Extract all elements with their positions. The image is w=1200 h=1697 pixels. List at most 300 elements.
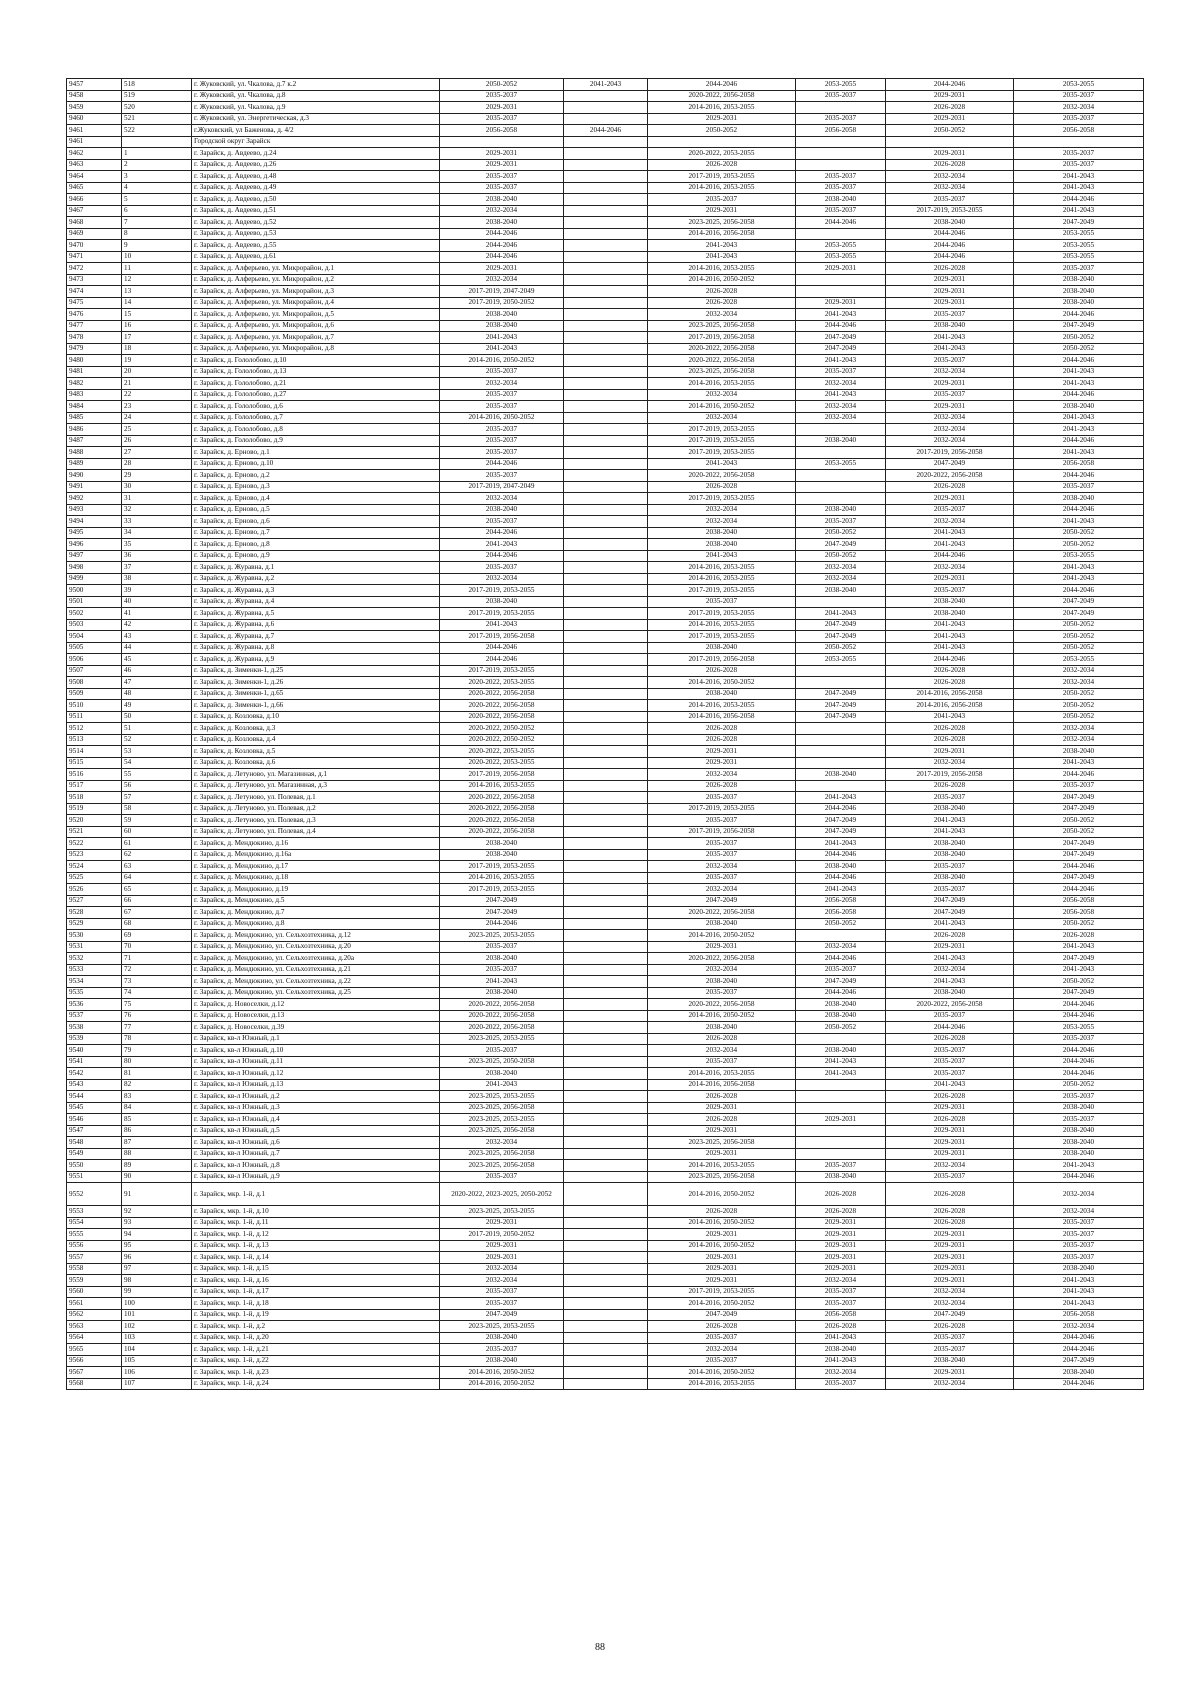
- table-row: [67, 631, 1144, 643]
- row-number-cell: 9565: [67, 1344, 122, 1356]
- table-row: [67, 1355, 1144, 1367]
- period-5-cell: 2032-2034: [886, 366, 1014, 378]
- period-5-cell: 2032-2034: [886, 424, 1014, 436]
- item-number-cell: 39: [122, 585, 192, 597]
- period-6-cell: 2056-2058: [1014, 125, 1144, 137]
- row-number-cell: 9549: [67, 1148, 122, 1160]
- row-number-cell: 9489: [67, 458, 122, 470]
- period-4-cell: 2035-2037: [796, 113, 886, 125]
- address-cell: г. Зарайск, мкр. 1-й, д.15: [192, 1263, 440, 1275]
- period-4-cell: [796, 424, 886, 436]
- period-6-cell: 2044-2046: [1014, 1010, 1144, 1022]
- period-6-cell: 2044-2046: [1014, 585, 1144, 597]
- period-3-cell: 2035-2037: [648, 1056, 796, 1068]
- item-number-cell: 67: [122, 907, 192, 919]
- period-5-cell: 2029-2031: [886, 297, 1014, 309]
- table-row: [67, 378, 1144, 390]
- period-4-cell: 2041-2043: [796, 1355, 886, 1367]
- period-4-cell: 2044-2046: [796, 803, 886, 815]
- period-6-cell: 2041-2043: [1014, 516, 1144, 528]
- table-row: [67, 849, 1144, 861]
- period-4-cell: 2041-2043: [796, 1332, 886, 1344]
- period-2-cell: [564, 1367, 648, 1379]
- period-1-cell: 2035-2037: [440, 401, 564, 413]
- table-row: [67, 148, 1144, 160]
- item-number-cell: 40: [122, 596, 192, 608]
- period-4-cell: 2032-2034: [796, 378, 886, 390]
- period-4-cell: 2053-2055: [796, 240, 886, 252]
- period-2-cell: [564, 987, 648, 999]
- row-number-cell: 9465: [67, 182, 122, 194]
- row-number-cell: 9504: [67, 631, 122, 643]
- schedule-table-body: [67, 79, 1144, 1390]
- period-4-cell: 2035-2037: [796, 366, 886, 378]
- period-1-cell: 2032-2034: [440, 573, 564, 585]
- period-1-cell: 2038-2040: [440, 953, 564, 965]
- period-2-cell: [564, 1102, 648, 1114]
- item-number-cell: 72: [122, 964, 192, 976]
- table-row: [67, 562, 1144, 574]
- table-row: [67, 1367, 1144, 1379]
- period-5-cell: 2035-2037: [886, 792, 1014, 804]
- item-number-cell: 28: [122, 458, 192, 470]
- period-2-cell: [564, 205, 648, 217]
- row-number-cell: 9499: [67, 573, 122, 585]
- period-2-cell: [564, 677, 648, 689]
- period-1-cell: 2032-2034: [440, 378, 564, 390]
- period-1-cell: 2014-2016, 2050-2052: [440, 1367, 564, 1379]
- period-3-cell: 2029-2031: [648, 1102, 796, 1114]
- period-4-cell: [796, 493, 886, 505]
- period-4-cell: 2038-2040: [796, 999, 886, 1011]
- period-2-cell: [564, 412, 648, 424]
- address-cell: г. Зарайск, д. Козловка, д.10: [192, 711, 440, 723]
- table-row: [67, 953, 1144, 965]
- period-2-cell: [564, 1125, 648, 1137]
- period-5-cell: 2029-2031: [886, 274, 1014, 286]
- period-5-cell: 2041-2043: [886, 826, 1014, 838]
- period-2-cell: [564, 964, 648, 976]
- row-number-cell: 9567: [67, 1367, 122, 1379]
- row-number-cell: 9460: [67, 113, 122, 125]
- period-3-cell: 2029-2031: [648, 113, 796, 125]
- period-4-cell: 2044-2046: [796, 987, 886, 999]
- period-1-cell: 2041-2043: [440, 343, 564, 355]
- period-1-cell: 2035-2037: [440, 389, 564, 401]
- period-1-cell: 2035-2037: [440, 435, 564, 447]
- row-number-cell: 9478: [67, 332, 122, 344]
- period-5-cell: 2026-2028: [886, 930, 1014, 942]
- period-2-cell: [564, 815, 648, 827]
- table-row: [67, 861, 1144, 873]
- table-row: [67, 412, 1144, 424]
- period-3-cell: 2026-2028: [648, 665, 796, 677]
- address-cell: г. Зарайск, д. Мендюкино, ул. Сельхозтехника, д.25: [192, 987, 440, 999]
- period-2-cell: [564, 240, 648, 252]
- period-4-cell: 2044-2046: [796, 849, 886, 861]
- period-6-cell: 2035-2037: [1014, 1033, 1144, 1045]
- period-6-cell: 2047-2049: [1014, 803, 1144, 815]
- period-4-cell: 2029-2031: [796, 1229, 886, 1241]
- period-3-cell: 2017-2019, 2053-2055: [648, 1286, 796, 1298]
- period-1-cell: 2023-2025, 2050-2058: [440, 1056, 564, 1068]
- table-row: [67, 113, 1144, 125]
- address-cell: г. Зарайск, д. Ерново, д.5: [192, 504, 440, 516]
- row-number-cell: 9536: [67, 999, 122, 1011]
- period-2-cell: [564, 1332, 648, 1344]
- period-3-cell: 2038-2040: [648, 976, 796, 988]
- item-number-cell: 32: [122, 504, 192, 516]
- period-5-cell: 2026-2028: [886, 723, 1014, 735]
- table-row: [67, 803, 1144, 815]
- period-4-cell: 2053-2055: [796, 458, 886, 470]
- schedule-table: [66, 78, 1144, 1390]
- table-row: [67, 1263, 1144, 1275]
- period-6-cell: 2032-2034: [1014, 677, 1144, 689]
- period-6-cell: 2056-2058: [1014, 895, 1144, 907]
- period-5-cell: 2026-2028: [886, 665, 1014, 677]
- period-3-cell: 2032-2034: [648, 1344, 796, 1356]
- table-row: [67, 194, 1144, 206]
- period-1-cell: 2056-2058: [440, 125, 564, 137]
- period-5-cell: 2035-2037: [886, 389, 1014, 401]
- table-row: [67, 102, 1144, 114]
- table-row: [67, 539, 1144, 551]
- item-number-cell: 91: [122, 1183, 192, 1206]
- table-row: [67, 976, 1144, 988]
- period-1-cell: 2044-2046: [440, 654, 564, 666]
- period-3-cell: 2047-2049: [648, 1309, 796, 1321]
- period-4-cell: 2047-2049: [796, 688, 886, 700]
- row-number-cell: 9538: [67, 1022, 122, 1034]
- row-number-cell: 9492: [67, 493, 122, 505]
- period-5-cell: 2044-2046: [886, 251, 1014, 263]
- period-4-cell: 2041-2043: [796, 355, 886, 367]
- period-6-cell: 2041-2043: [1014, 424, 1144, 436]
- period-5-cell: 2026-2028: [886, 780, 1014, 792]
- table-row: [67, 769, 1144, 781]
- address-cell: г. Зарайск, д. Авдеево, д.49: [192, 182, 440, 194]
- period-2-cell: [564, 1263, 648, 1275]
- period-1-cell: 2035-2037: [440, 447, 564, 459]
- row-number-cell: 9557: [67, 1252, 122, 1264]
- period-2-cell: [564, 320, 648, 332]
- row-number-cell: 9558: [67, 1263, 122, 1275]
- period-6-cell: 2041-2043: [1014, 1298, 1144, 1310]
- table-row: [67, 757, 1144, 769]
- item-number-cell: 73: [122, 976, 192, 988]
- period-6-cell: 2041-2043: [1014, 171, 1144, 183]
- period-2-cell: [564, 654, 648, 666]
- period-6-cell: 2041-2043: [1014, 757, 1144, 769]
- address-cell: г. Зарайск, кв-л Южный, д.5: [192, 1125, 440, 1137]
- period-5-cell: 2041-2043: [886, 631, 1014, 643]
- period-5-cell: 2035-2037: [886, 1171, 1014, 1183]
- row-number-cell: 9514: [67, 746, 122, 758]
- table-row: [67, 205, 1144, 217]
- item-number-cell: 41: [122, 608, 192, 620]
- table-row: [67, 1171, 1144, 1183]
- period-2-cell: [564, 458, 648, 470]
- row-number-cell: 9475: [67, 297, 122, 309]
- period-3-cell: 2020-2022, 2056-2058: [648, 470, 796, 482]
- address-cell: г. Зарайск, мкр. 1-й, д.12: [192, 1229, 440, 1241]
- period-5-cell: 2044-2046: [886, 1022, 1014, 1034]
- period-1-cell: 2038-2040: [440, 596, 564, 608]
- address-cell: г. Зарайск, д. Летуново, ул. Полевая, д.1: [192, 792, 440, 804]
- period-5-cell: 2035-2037: [886, 585, 1014, 597]
- table-row: [67, 1160, 1144, 1172]
- address-cell: г. Зарайск, кв-л Южный, д.2: [192, 1091, 440, 1103]
- period-4-cell: 2056-2058: [796, 1309, 886, 1321]
- period-4-cell: [796, 930, 886, 942]
- item-number-cell: 89: [122, 1160, 192, 1172]
- period-5-cell: 2038-2040: [886, 803, 1014, 815]
- row-number-cell: 9524: [67, 861, 122, 873]
- period-3-cell: 2035-2037: [648, 792, 796, 804]
- item-number-cell: [122, 136, 192, 148]
- row-number-cell: 9483: [67, 389, 122, 401]
- period-5-cell: 2026-2028: [886, 102, 1014, 114]
- period-3-cell: 2017-2019, 2053-2055: [648, 493, 796, 505]
- address-cell: г. Зарайск, мкр. 1-й, д.21: [192, 1344, 440, 1356]
- period-4-cell: 2029-2031: [796, 1263, 886, 1275]
- period-4-cell: 2035-2037: [796, 182, 886, 194]
- period-6-cell: 2032-2034: [1014, 723, 1144, 735]
- period-5-cell: 2017-2019, 2056-2058: [886, 769, 1014, 781]
- item-number-cell: 20: [122, 366, 192, 378]
- period-2-cell: [564, 872, 648, 884]
- period-4-cell: [796, 447, 886, 459]
- row-number-cell: 9505: [67, 642, 122, 654]
- period-4-cell: 2035-2037: [796, 516, 886, 528]
- period-1-cell: 2020-2022, 2023-2025, 2050-2052: [440, 1183, 564, 1206]
- row-number-cell: 9490: [67, 470, 122, 482]
- table-row: [67, 930, 1144, 942]
- period-6-cell: 2050-2052: [1014, 631, 1144, 643]
- row-number-cell: 9559: [67, 1275, 122, 1287]
- table-row: [67, 504, 1144, 516]
- address-cell: г. Зарайск, д. Авдеево, д.24: [192, 148, 440, 160]
- period-3-cell: 2017-2019, 2053-2055: [648, 631, 796, 643]
- period-4-cell: [796, 1079, 886, 1091]
- period-6-cell: 2053-2055: [1014, 228, 1144, 240]
- address-cell: г. Зарайск, д. Авдеево, д.55: [192, 240, 440, 252]
- period-2-cell: [564, 642, 648, 654]
- period-6-cell: 2053-2055: [1014, 654, 1144, 666]
- period-5-cell: 2014-2016, 2056-2058: [886, 688, 1014, 700]
- period-3-cell: 2017-2019, 2053-2055: [648, 171, 796, 183]
- period-6-cell: 2050-2052: [1014, 619, 1144, 631]
- period-5-cell: 2017-2019, 2056-2058: [886, 447, 1014, 459]
- period-2-cell: [564, 1206, 648, 1218]
- table-row: [67, 1148, 1144, 1160]
- period-6-cell: 2041-2043: [1014, 1286, 1144, 1298]
- period-3-cell: 2023-2025, 2056-2058: [648, 217, 796, 229]
- row-number-cell: 9472: [67, 263, 122, 275]
- period-6-cell: 2050-2052: [1014, 700, 1144, 712]
- period-1-cell: 2023-2025, 2056-2058: [440, 1148, 564, 1160]
- period-6-cell: 2053-2055: [1014, 1022, 1144, 1034]
- address-cell: г. Зарайск, д. Алферьево, ул. Микрорайон, д.3: [192, 286, 440, 298]
- period-5-cell: 2032-2034: [886, 1378, 1014, 1390]
- period-2-cell: [564, 907, 648, 919]
- table-row: [67, 608, 1144, 620]
- period-5-cell: 2026-2028: [886, 734, 1014, 746]
- address-cell: г. Зарайск, д. Ерново, д.9: [192, 550, 440, 562]
- period-1-cell: 2023-2025, 2053-2055: [440, 1091, 564, 1103]
- period-2-cell: [564, 757, 648, 769]
- period-1-cell: 2020-2022, 2056-2058: [440, 1010, 564, 1022]
- period-6-cell: 2053-2055: [1014, 550, 1144, 562]
- period-4-cell: [796, 1033, 886, 1045]
- table-row: [67, 872, 1144, 884]
- address-cell: г. Зарайск, мкр. 1-й, д.17: [192, 1286, 440, 1298]
- period-6-cell: 2041-2043: [1014, 573, 1144, 585]
- address-cell: г. Зарайск, мкр. 1-й, д.22: [192, 1355, 440, 1367]
- row-number-cell: 9513: [67, 734, 122, 746]
- item-number-cell: 10: [122, 251, 192, 263]
- period-1-cell: 2017-2019, 2053-2055: [440, 665, 564, 677]
- address-cell: г. Зарайск, д. Гололобово, д.21: [192, 378, 440, 390]
- period-2-cell: [564, 665, 648, 677]
- period-5-cell: 2029-2031: [886, 1252, 1014, 1264]
- period-1-cell: 2029-2031: [440, 1240, 564, 1252]
- row-number-cell: 9534: [67, 976, 122, 988]
- period-3-cell: 2029-2031: [648, 1125, 796, 1137]
- row-number-cell: 9547: [67, 1125, 122, 1137]
- period-3-cell: 2014-2016, 2053-2055: [648, 263, 796, 275]
- address-cell: г. Зарайск, мкр. 1-й, д.23: [192, 1367, 440, 1379]
- period-5-cell: 2041-2043: [886, 642, 1014, 654]
- period-2-cell: [564, 1286, 648, 1298]
- period-6-cell: 2041-2043: [1014, 562, 1144, 574]
- period-3-cell: 2026-2028: [648, 297, 796, 309]
- row-number-cell: 9532: [67, 953, 122, 965]
- period-3-cell: 2014-2016, 2053-2055: [648, 1378, 796, 1390]
- period-6-cell: 2044-2046: [1014, 861, 1144, 873]
- period-1-cell: 2035-2037: [440, 516, 564, 528]
- period-5-cell: 2026-2028: [886, 481, 1014, 493]
- period-1-cell: 2023-2025, 2053-2055: [440, 1206, 564, 1218]
- table-row: [67, 251, 1144, 263]
- table-row: [67, 125, 1144, 137]
- period-1-cell: 2041-2043: [440, 332, 564, 344]
- period-2-cell: [564, 90, 648, 102]
- period-3-cell: 2038-2040: [648, 642, 796, 654]
- row-number-cell: 9476: [67, 309, 122, 321]
- table-row: [67, 907, 1144, 919]
- period-3-cell: 2023-2025, 2056-2058: [648, 366, 796, 378]
- period-4-cell: [796, 1125, 886, 1137]
- item-number-cell: 60: [122, 826, 192, 838]
- period-2-cell: [564, 447, 648, 459]
- period-1-cell: 2032-2034: [440, 1275, 564, 1287]
- period-5-cell: 2026-2028: [886, 159, 1014, 171]
- period-2-cell: [564, 562, 648, 574]
- period-4-cell: 2044-2046: [796, 953, 886, 965]
- period-2-cell: [564, 631, 648, 643]
- item-number-cell: 61: [122, 838, 192, 850]
- period-2-cell: [564, 1022, 648, 1034]
- row-number-cell: 9543: [67, 1079, 122, 1091]
- item-number-cell: 14: [122, 297, 192, 309]
- address-cell: г. Зарайск, мкр. 1-й, д.19: [192, 1309, 440, 1321]
- period-5-cell: 2032-2034: [886, 435, 1014, 447]
- period-3-cell: 2035-2037: [648, 849, 796, 861]
- table-row: [67, 884, 1144, 896]
- period-2-cell: [564, 332, 648, 344]
- address-cell: г. Зарайск, д. Мендюкино, д.18: [192, 872, 440, 884]
- period-3-cell: 2035-2037: [648, 815, 796, 827]
- table-row: [67, 309, 1144, 321]
- period-4-cell: [796, 102, 886, 114]
- address-cell: г. Жуковский, ул. Чкалова, д.9: [192, 102, 440, 114]
- period-4-cell: 2032-2034: [796, 1367, 886, 1379]
- period-5-cell: 2038-2040: [886, 217, 1014, 229]
- address-cell: г. Зарайск, д. Авдеево, д.26: [192, 159, 440, 171]
- period-1-cell: 2035-2037: [440, 941, 564, 953]
- period-1-cell: 2020-2022, 2056-2058: [440, 803, 564, 815]
- period-6-cell: 2050-2052: [1014, 642, 1144, 654]
- address-cell: г. Зарайск, д. Мендюкино, д.5: [192, 895, 440, 907]
- period-5-cell: 2047-2049: [886, 1309, 1014, 1321]
- period-1-cell: 2023-2025, 2053-2055: [440, 1114, 564, 1126]
- address-cell: г. Зарайск, д. Гололобово, д.7: [192, 412, 440, 424]
- period-2-cell: [564, 895, 648, 907]
- period-3-cell: 2026-2028: [648, 1033, 796, 1045]
- table-row: [67, 79, 1144, 91]
- period-3-cell: 2035-2037: [648, 1355, 796, 1367]
- row-number-cell: 9507: [67, 665, 122, 677]
- table-row: [67, 1137, 1144, 1149]
- period-5-cell: 2047-2049: [886, 895, 1014, 907]
- row-number-cell: 9458: [67, 90, 122, 102]
- row-number-cell: 9533: [67, 964, 122, 976]
- period-3-cell: 2014-2016, 2053-2055: [648, 182, 796, 194]
- period-3-cell: 2017-2019, 2053-2055: [648, 424, 796, 436]
- row-number-cell: 9508: [67, 677, 122, 689]
- period-6-cell: 2053-2055: [1014, 79, 1144, 91]
- item-number-cell: 82: [122, 1079, 192, 1091]
- period-4-cell: 2056-2058: [796, 895, 886, 907]
- period-4-cell: 2044-2046: [796, 872, 886, 884]
- period-3-cell: 2023-2025, 2056-2058: [648, 320, 796, 332]
- table-row: [67, 435, 1144, 447]
- period-5-cell: 2029-2031: [886, 573, 1014, 585]
- period-2-cell: [564, 343, 648, 355]
- period-3-cell: 2032-2034: [648, 516, 796, 528]
- period-4-cell: [796, 723, 886, 735]
- item-number-cell: 66: [122, 895, 192, 907]
- period-6-cell: 2053-2055: [1014, 251, 1144, 263]
- item-number-cell: 85: [122, 1114, 192, 1126]
- period-5-cell: 2038-2040: [886, 872, 1014, 884]
- period-6-cell: 2056-2058: [1014, 907, 1144, 919]
- period-1-cell: 2044-2046: [440, 240, 564, 252]
- period-1-cell: 2044-2046: [440, 251, 564, 263]
- period-5-cell: 2032-2034: [886, 1298, 1014, 1310]
- period-4-cell: 2053-2055: [796, 251, 886, 263]
- period-2-cell: [564, 102, 648, 114]
- period-2-cell: [564, 585, 648, 597]
- table-row: [67, 895, 1144, 907]
- period-4-cell: 2026-2028: [796, 1321, 886, 1333]
- period-6-cell: 2044-2046: [1014, 769, 1144, 781]
- item-number-cell: 2: [122, 159, 192, 171]
- period-2-cell: [564, 976, 648, 988]
- row-number-cell: 9523: [67, 849, 122, 861]
